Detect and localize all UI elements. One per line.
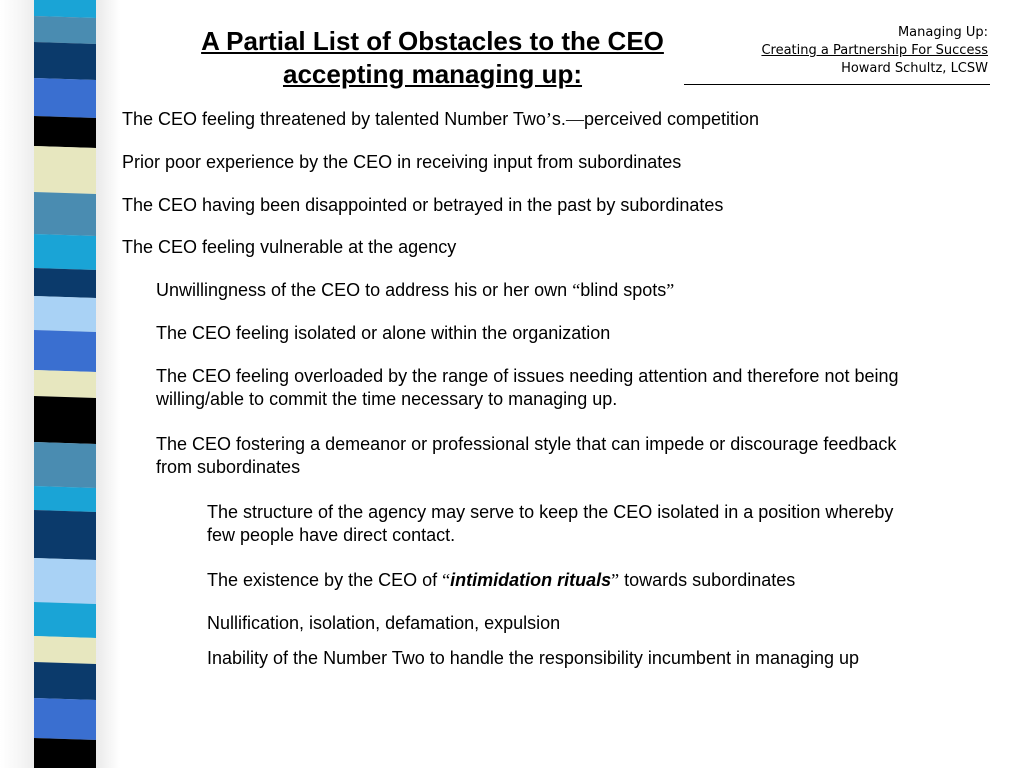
list-item [207,569,897,592]
stripe-block [34,330,96,372]
stripe-block [34,116,96,148]
stripe-block [34,78,96,118]
list-item: The CEO feeling vulnerable at the agency [122,237,457,257]
item-text: perceived competition [583,109,760,129]
stripe-block [34,0,96,18]
header-block [688,24,988,78]
list-item: The CEO having been disappointed or betrayed in the past by subordinates [122,195,724,215]
list-item [156,279,901,302]
stripe-block [34,442,96,488]
stripe-block [34,268,96,298]
item-text: Unwillingness of the CEO to address his or her own [156,280,573,300]
header-line-3: Howard Schultz, LCSW [841,61,988,76]
list-item [122,108,902,131]
open-quote: “ [442,570,451,590]
list-item: The structure of the agency may serve to keep the CEO isolated in a position whereby few people have direct contact. [207,502,894,545]
stripe-block [34,370,96,398]
stripe-block [34,636,96,664]
close-quote: ” [611,570,620,590]
stripe-block [34,602,96,638]
list-item: The CEO feeling overloaded by the range of issues needing attention and therefore not being willing/able to commit the time necessary to managing up. [156,366,899,409]
stripe-block [34,396,96,444]
stripe-block [34,698,96,740]
emphasis-text: intimidation rituals [450,570,612,590]
title-line-1: A Partial List of Obstacles to the CEO [201,26,664,56]
header-line-1: Managing Up: [897,25,988,40]
apostrophe: ’ [545,109,552,129]
item-text: The existence by the CEO of [207,570,443,590]
stripe-block [34,558,96,604]
open-quote: “ [572,280,581,300]
stripe-block [34,662,96,700]
slide-title [160,25,705,91]
header-divider [684,84,990,85]
stripe-block [34,738,96,768]
stripe-block [34,146,96,194]
list-item: The CEO feeling isolated or alone within the organization [156,323,611,343]
decorative-stripe-column [34,0,96,768]
stripe-block [34,16,96,44]
stripe-block [34,296,96,332]
list-item: Nullification, isolation, defamation, expulsion [207,613,561,633]
item-text: The CEO feeling threatened by talented Number Two [122,109,546,129]
item-text: blind spots [580,280,667,300]
title-line-2: accepting managing up: [282,59,583,89]
stripe-block [34,234,96,270]
close-quote: ” [666,280,675,300]
stripe-block [34,510,96,560]
list-item: Prior poor experience by the CEO in receiving input from subordinates [122,152,682,172]
list-item: The CEO fostering a demeanor or professional style that can impede or discourage feedback from subordinates [156,434,897,477]
item-text: towards subordinates [619,570,796,590]
list-item: Inability of the Number Two to handle the responsibility incumbent in managing up [207,648,860,668]
em-dash: — [565,109,584,129]
header-line-2: Creating a Partnership For Success [761,43,988,58]
item-text: s. [551,109,566,129]
stripe-block [34,42,96,80]
stripe-block [34,192,96,236]
stripe-block [34,486,96,512]
